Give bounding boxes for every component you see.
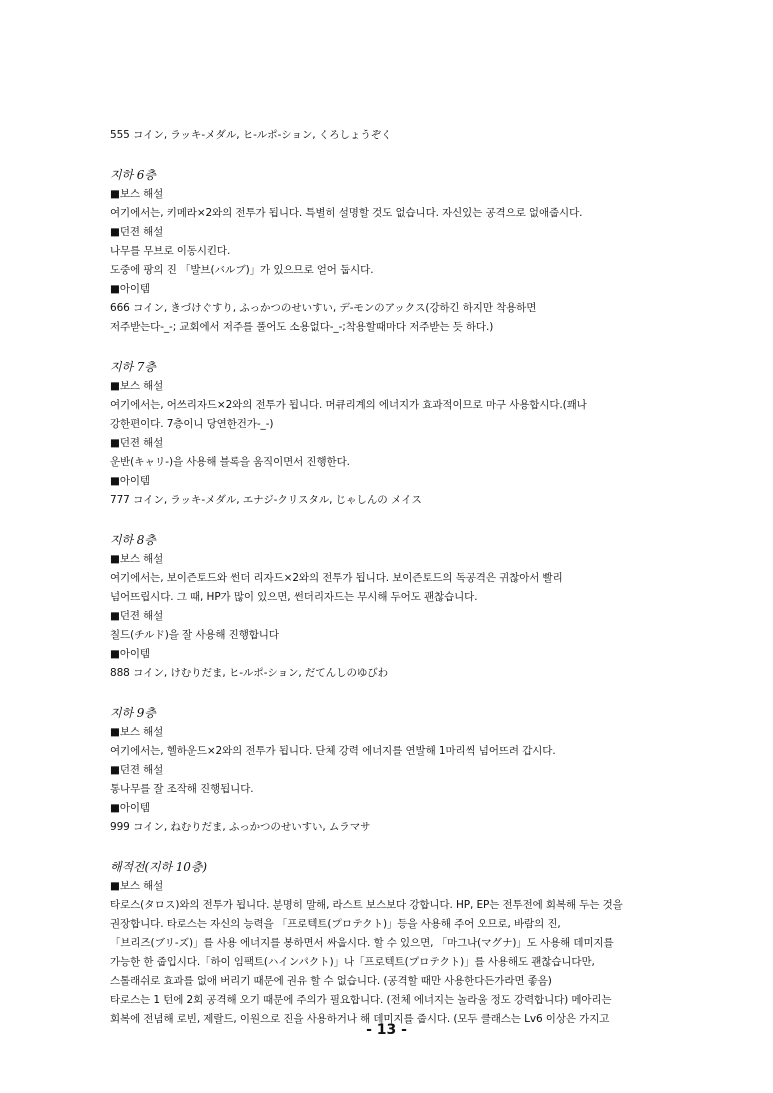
text-line: 가능한 한 줍입시다.「하이 임팩트(ハインパクト)」나「프로텍트(プロテクト)」를 사용해도 괜찮습니다만, (110, 956, 595, 968)
text-line: 666 コイン, きづけぐすり, ふっかつのせいすい, デ-モンのアックス(강하긴 하지만 착용하면 (110, 302, 537, 314)
text-line: 회복에 전념해 로빈, 제랄드, 이원으로 진을 사용하거나 해 데미지를 줍시다. (모두 클래스는 Lv6 이상은 가지고 (110, 1013, 610, 1025)
section-heading: 해적전(지하 10층) (110, 860, 207, 874)
text-line: 강한편이다. 7층이니 당연한건가-_-) (110, 418, 274, 430)
section-label: ■아이템 (110, 283, 150, 295)
document-body (110, 126, 670, 1029)
section-label: ■던젼 해설 (110, 764, 164, 776)
section-label: ■보스 해설 (110, 188, 164, 200)
section-gap (110, 510, 670, 520)
section-label: ■아이템 (110, 475, 150, 487)
section-gap (110, 683, 670, 693)
section-gap (110, 837, 670, 847)
text-line: 도중에 팡의 진 「발브(バルブ)」가 있으므로 얻어 둡시다. (110, 264, 374, 276)
section-label: ■보스 해설 (110, 726, 164, 738)
text-line: 나무를 무브로 이동시킨다. (110, 245, 231, 257)
sections-container (110, 145, 670, 1029)
text-line: 「브리즈(ブリ-ズ)」를 사용 에너지를 봉하면서 싸웁시다. 할 수 있으면, 「마그나(マグナ)」도 사용해 데미지를 (110, 937, 614, 949)
text-line: 타로스는 1 턴에 2회 공격해 오기 때문에 주의가 필요합니다. (전체 에너지는 놀라울 정도 강력합니다) 메아리는 (110, 994, 612, 1006)
section-label: ■던젼 해설 (110, 610, 164, 622)
intro-item-line: 555 コイン, ラッキ-メダル, ヒ-ルポ-ション, くろしょうぞく (110, 129, 392, 141)
text-line: 999 コイン, ねむりだま, ふっかつのせいすい, ムラマサ (110, 821, 371, 833)
text-line: 여기에서는, 헬하운드×2와의 전투가 됩니다. 단체 강력 에너지를 연발해 1마리씩 넘어뜨려 갑시다. (110, 745, 556, 757)
text-line: 타로스(タロス)와의 전투가 됩니다. 분명히 말해, 라스트 보스보다 강합니다. HP, EP는 전투전에 회복해 두는 것을 (110, 899, 623, 911)
section-gap (110, 337, 670, 347)
text-line: 여기에서는, 보이즌토드와 썬더 리자드×2와의 전투가 됩니다. 보이즌토드의 독공격은 귀찮아서 빨리 (110, 572, 563, 584)
text-line: 여기에서는, 어쓰리자드×2와의 전투가 됩니다. 머큐리계의 에너지가 효과적이므로 마구 사용합시다.(꽤나 (110, 399, 587, 411)
section-label: ■아이템 (110, 648, 150, 660)
text-line: 넘어뜨립시다. 그 때, HP가 많이 있으면, 썬더리자드는 무시해 두어도 괜찮습니다. (110, 591, 478, 603)
text-line: 운반(キャリ-)을 사용해 블록을 움직이면서 진행한다. (110, 456, 350, 468)
text-line: 저주받는다-_-; 교회에서 저주를 풀어도 소용없다-_-;착용할때마다 저주받는 듯 하다.) (110, 321, 494, 333)
text-line: 여기에서는, 키메라×2와의 전투가 됩니다. 특별히 설명할 것도 없습니다. 자신있는 공격으로 없애줍시다. (110, 207, 583, 219)
text-line: 스톨래쉬로 효과를 없애 버리기 때문에 권유 할 수 없습니다. (공격할 때만 사용한다든가라면 좋음) (110, 975, 552, 987)
section-heading: 지하 7층 (110, 360, 156, 374)
text-line: 칠드(チルド)을 잘 사용해 진행합니다 (110, 629, 279, 641)
text-line: 통나무를 잘 조작해 진행됩니다. (110, 783, 254, 795)
section-label: ■아이템 (110, 802, 150, 814)
page-number: - 13 - (366, 1022, 407, 1038)
text-line: 777 コイン, ラッキ-メダル, エナジ-クリスタル, じゃしんの メイス (110, 494, 422, 506)
section-gap (110, 145, 670, 155)
text-line: 888 コイン, けむりだま, ヒ-ルポ-ション, だてんしのゆびわ (110, 667, 389, 679)
section-label: ■보스 해설 (110, 553, 164, 565)
section-label: ■던젼 해설 (110, 437, 164, 449)
section-heading: 지하 9층 (110, 706, 156, 720)
section-heading: 지하 6층 (110, 168, 156, 182)
section-label: ■보스 해설 (110, 880, 164, 892)
text-line: 권장합니다. 타로스는 자신의 능력을 「프로텍트(プロテクト)」등을 사용해 주어 오므로, 바람의 진, (110, 918, 561, 930)
section-label: ■던젼 해설 (110, 226, 164, 238)
section-heading: 지하 8층 (110, 533, 156, 547)
section-label: ■보스 해설 (110, 380, 164, 392)
